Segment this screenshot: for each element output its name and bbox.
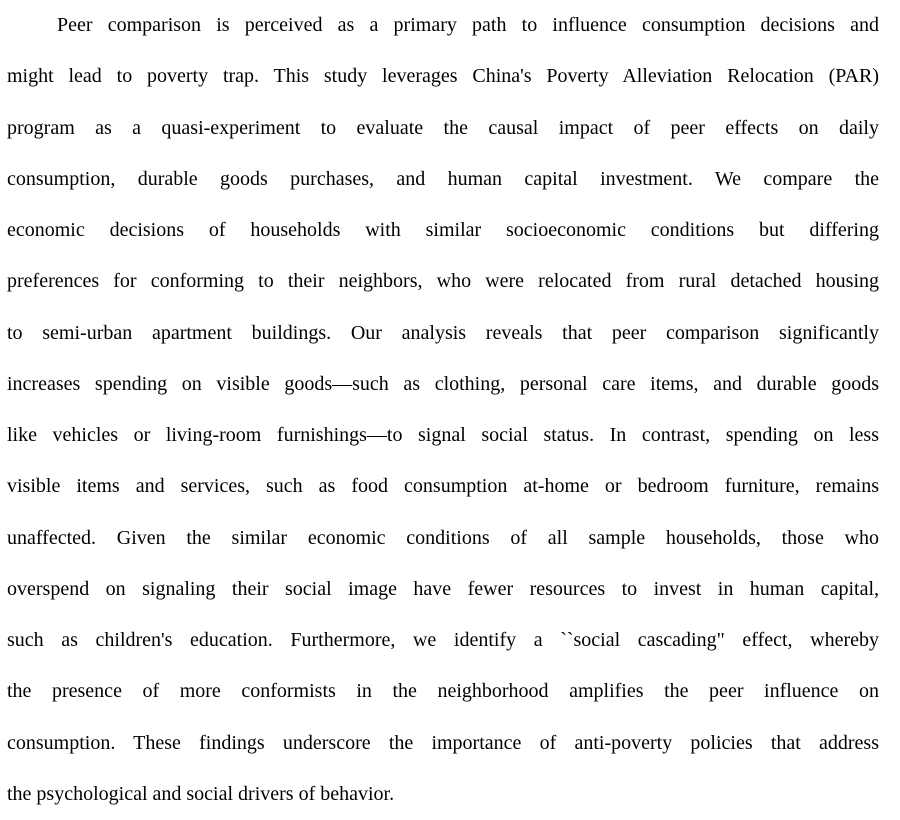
abstract-line: increases spending on visible goods—such as clothing, personal care items, and durable goods bbox=[7, 372, 879, 395]
abstract-line: Peer comparison is perceived as a primary path to influence consumption decisions and bbox=[57, 14, 879, 36]
abstract-line: preferences for conforming to their neighbors, who were relocated from rural detached housing bbox=[7, 270, 879, 293]
abstract-line: program as a quasi-experiment to evaluate the causal impact of peer effects on daily bbox=[7, 116, 879, 139]
abstract-line: unaffected. Given the similar economic conditions of all sample households, those who bbox=[7, 526, 879, 549]
abstract-line: visible items and services, such as food consumption at-home or bedroom furniture, remains bbox=[7, 475, 879, 498]
abstract-line: consumption. These findings underscore the importance of anti-poverty policies that address bbox=[7, 731, 879, 754]
abstract-line: like vehicles or living-room furnishings—to signal social status. In contrast, spending on less bbox=[7, 424, 879, 446]
abstract-line: the presence of more conformists in the neighborhood amplifies the peer influence on bbox=[7, 680, 879, 703]
abstract-line: the psychological and social drivers of behavior. bbox=[7, 782, 395, 805]
abstract-line: economic decisions of households with similar socioeconomic conditions but differing bbox=[7, 219, 879, 241]
abstract-line: such as children's education. Furthermore, we identify a ``social cascading" effect, whereby bbox=[7, 629, 879, 651]
abstract-paragraph bbox=[7, 0, 879, 820]
abstract-line: to semi-urban apartment buildings. Our analysis reveals that peer comparison significantly bbox=[7, 321, 879, 344]
abstract-line: might lead to poverty trap. This study leverages China's Poverty Alleviation Relocation (PAR) bbox=[7, 65, 879, 88]
abstract-line: consumption, durable goods purchases, and human capital investment. We compare the bbox=[7, 167, 879, 190]
abstract-line: overspend on signaling their social image have fewer resources to invest in human capital, bbox=[7, 577, 879, 600]
